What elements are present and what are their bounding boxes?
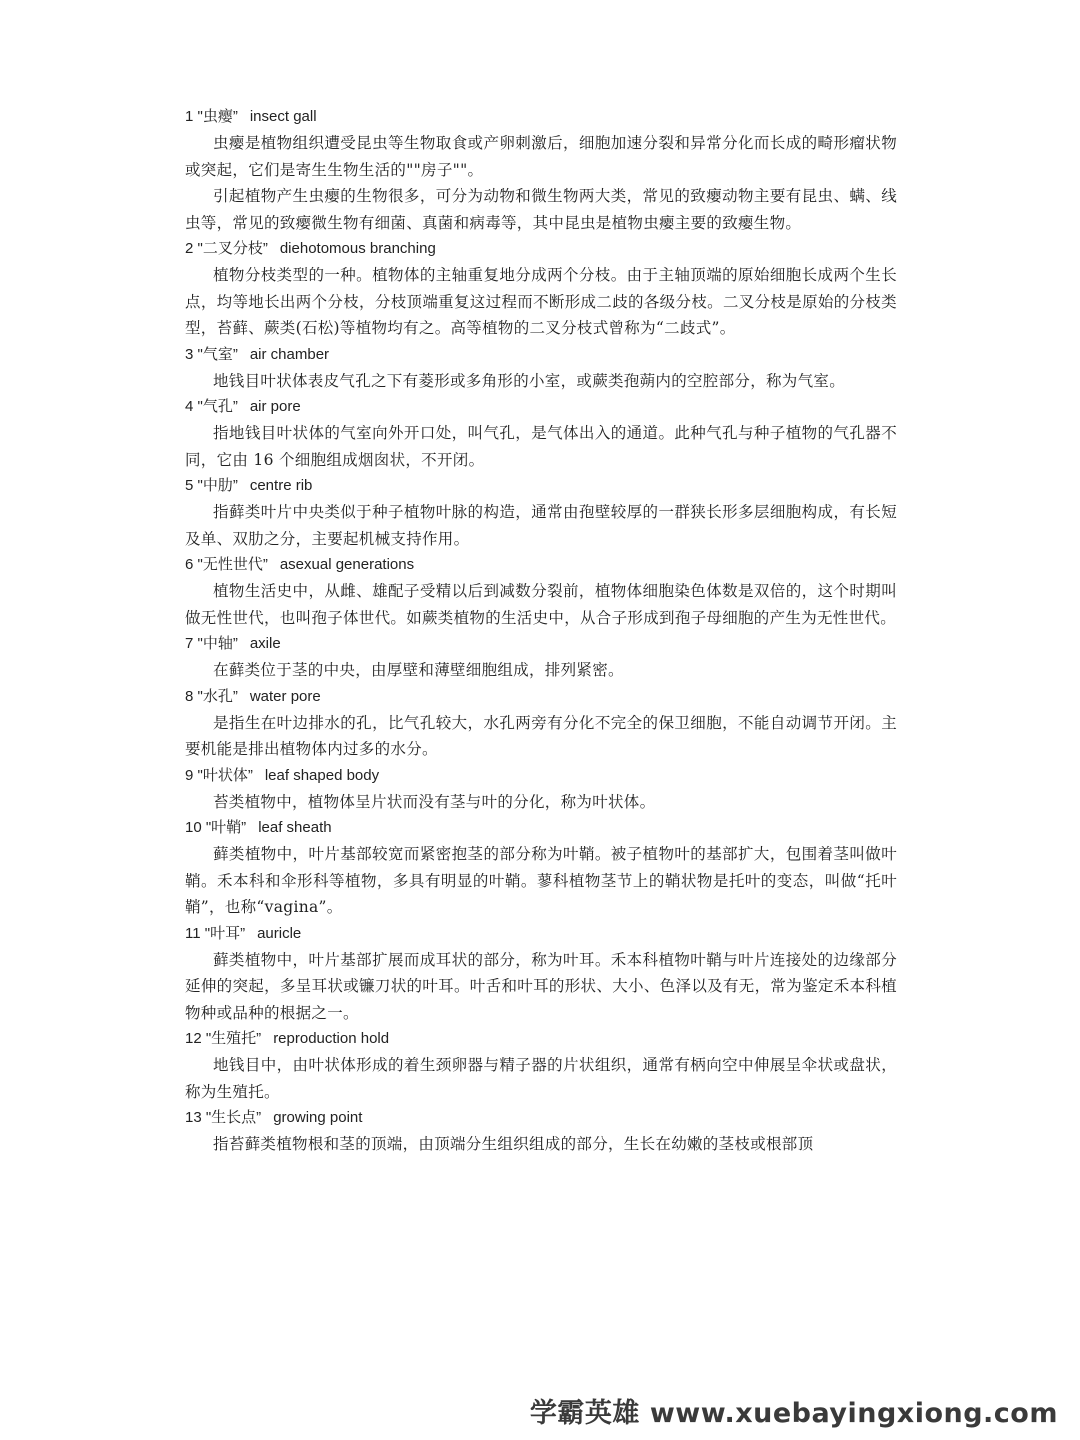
term-chinese: 10 "叶鞘” xyxy=(185,819,247,836)
entry-heading xyxy=(185,1026,897,1052)
definition-paragraph: 虫瘿是植物组织遭受昆虫等生物取食或产卵刺激后，细胞加速分裂和异常分化而长成的畸形瘤状物或突起，它们是寄生生物生活的""房子""。 xyxy=(185,134,897,179)
entry-heading xyxy=(185,236,897,262)
entry-heading xyxy=(185,104,897,130)
entry xyxy=(185,552,897,631)
entry-heading xyxy=(185,1105,897,1131)
entry-heading xyxy=(185,815,897,841)
definition-paragraph: 植物生活史中，从雌、雄配子受精以后到减数分裂前，植物体细胞染色体数是双倍的，这个时期叫做无性世代，也叫孢子体世代。如蕨类植物的生活史中，从合子形成到孢子母细胞的产生为无性世代。 xyxy=(185,582,897,627)
entry xyxy=(185,473,897,552)
entry-heading xyxy=(185,473,897,499)
term-chinese: 3 "气室” xyxy=(185,345,238,363)
definition-paragraph: 指藓类叶片中央类似于种子植物叶脉的构造，通常由孢壁较厚的一群狭长形多层细胞构成，有长短及单、双肋之分，主要起机械支持作用。 xyxy=(185,503,897,548)
entry-heading xyxy=(185,684,897,710)
term-english: leaf sheath xyxy=(258,819,332,836)
entry xyxy=(185,394,897,473)
site-watermark xyxy=(530,1391,1058,1430)
entry-heading xyxy=(185,921,897,947)
term-english: diehotomous branching xyxy=(279,240,436,257)
definition-paragraph: 在藓类位于茎的中央，由厚壁和薄壁细胞组成，排列紧密。 xyxy=(213,661,624,679)
term-chinese: 11 "叶耳” xyxy=(185,924,246,942)
term-english: centre rib xyxy=(249,477,313,494)
entry xyxy=(185,1105,897,1158)
entry xyxy=(185,104,897,236)
definition-paragraph: 藓类植物中，叶片基部较宽而紧密抱茎的部分称为叶鞘。被子植物叶的基部扩大，包围着茎叫做叶鞘。禾本科和伞形科等植物，多具有明显的叶鞘。蓼科植物茎节上的鞘状物是托叶的变态，叫做“托叶鞘”，也称“vagina”。 xyxy=(185,845,897,916)
entry-heading xyxy=(185,394,897,420)
site-url: www.xuebayingxiong.com xyxy=(649,1398,1058,1429)
entry xyxy=(185,342,897,395)
entry xyxy=(185,1026,897,1105)
term-chinese: 6 "无性世代” xyxy=(185,556,268,573)
term-chinese: 7 "中轴” xyxy=(185,635,238,652)
term-english: auricle xyxy=(257,924,302,942)
entry xyxy=(185,631,897,684)
entry-heading xyxy=(185,631,897,657)
term-english: insect gall xyxy=(249,108,317,125)
entry xyxy=(185,815,897,921)
entry xyxy=(185,236,897,342)
term-english: reproduction hold xyxy=(273,1030,390,1047)
term-chinese: 12 "生殖托” xyxy=(185,1030,262,1047)
definition-paragraph: 指地钱目叶状体的气室向外开口处，叫气孔，是气体出入的通道。此种气孔与种子植物的气孔器不同，它由 16 个细胞组成烟囱状，不开闭。 xyxy=(185,424,897,469)
term-english: leaf shaped body xyxy=(264,766,380,784)
entry xyxy=(185,921,897,1027)
definition-paragraph: 藓类植物中，叶片基部扩展而成耳状的部分，称为叶耳。禾本科植物叶鞘与叶片连接处的边缘部分延伸的突起，多呈耳状或镰刀状的叶耳。叶舌和叶耳的形状、大小、色泽以及有无，常为鉴定禾本科植物种或品种的根据之一。 xyxy=(185,950,897,1022)
definition-paragraph: 植物分枝类型的一种。植物体的主轴重复地分成两个分枝。由于主轴顶端的原始细胞长成两个生长点，均等地长出两个分枝，分枝顶端重复这过程而不断形成二歧的各级分枝。二叉分枝是原始的分枝类型，苔藓、蕨类(石松)等植物均有之。高等植物的二叉分枝式曾称为“二歧式”。 xyxy=(185,266,897,337)
term-english: axile xyxy=(249,635,281,652)
definition-paragraph: 引起植物产生虫瘿的生物很多，可分为动物和微生物两大类，常见的致瘿动物主要有昆虫、螨、线虫等，常见的致瘿微生物有细菌、真菌和病毒等，其中昆虫是植物虫瘿主要的致瘿生物。 xyxy=(185,187,897,232)
term-chinese: 9 "叶状体” xyxy=(185,766,253,784)
term-chinese: 4 "气孔” xyxy=(185,398,238,415)
definition-paragraph: 是指生在叶边排水的孔，比气孔较大，水孔两旁有分化不完全的保卫细胞，不能自动调节开闭。主要机能是排出植物体内过多的水分。 xyxy=(185,713,897,758)
term-chinese: 13 "生长点” xyxy=(185,1109,262,1126)
term-chinese: 8 "水孔” xyxy=(185,687,238,705)
definition-paragraph: 地钱目中，由叶状体形成的着生颈卵器与精子器的片状组织，通常有柄向空中伸展呈伞状或盘状，称为生殖托。 xyxy=(185,1056,897,1101)
brand-name: 学霸英雄 xyxy=(529,1398,640,1429)
entry-heading xyxy=(185,763,897,789)
term-chinese: 1 "虫瘿” xyxy=(185,108,238,125)
entry xyxy=(185,763,897,816)
definition-paragraph: 指苔藓类植物根和茎的顶端，由顶端分生组织组成的部分，生长在幼嫩的茎枝或根部顶 xyxy=(213,1135,814,1153)
term-english: air chamber xyxy=(249,345,330,363)
entry-heading xyxy=(185,342,897,368)
term-english: asexual generations xyxy=(279,556,415,573)
term-chinese: 5 "中肋” xyxy=(185,477,238,494)
term-english: growing point xyxy=(273,1109,363,1126)
definition-paragraph: 地钱目叶状体表皮气孔之下有菱形或多角形的小室，或蕨类孢蒴内的空腔部分，称为气室。 xyxy=(213,371,846,390)
document-body xyxy=(185,104,897,1158)
term-chinese: 2 "二叉分枝” xyxy=(185,240,268,257)
entry-heading xyxy=(185,552,897,578)
entry xyxy=(185,684,897,763)
term-english: air pore xyxy=(249,398,301,415)
term-english: water pore xyxy=(249,687,321,705)
definition-paragraph: 苔类植物中，植物体呈片状而没有茎与叶的分化，称为叶状体。 xyxy=(213,792,656,811)
